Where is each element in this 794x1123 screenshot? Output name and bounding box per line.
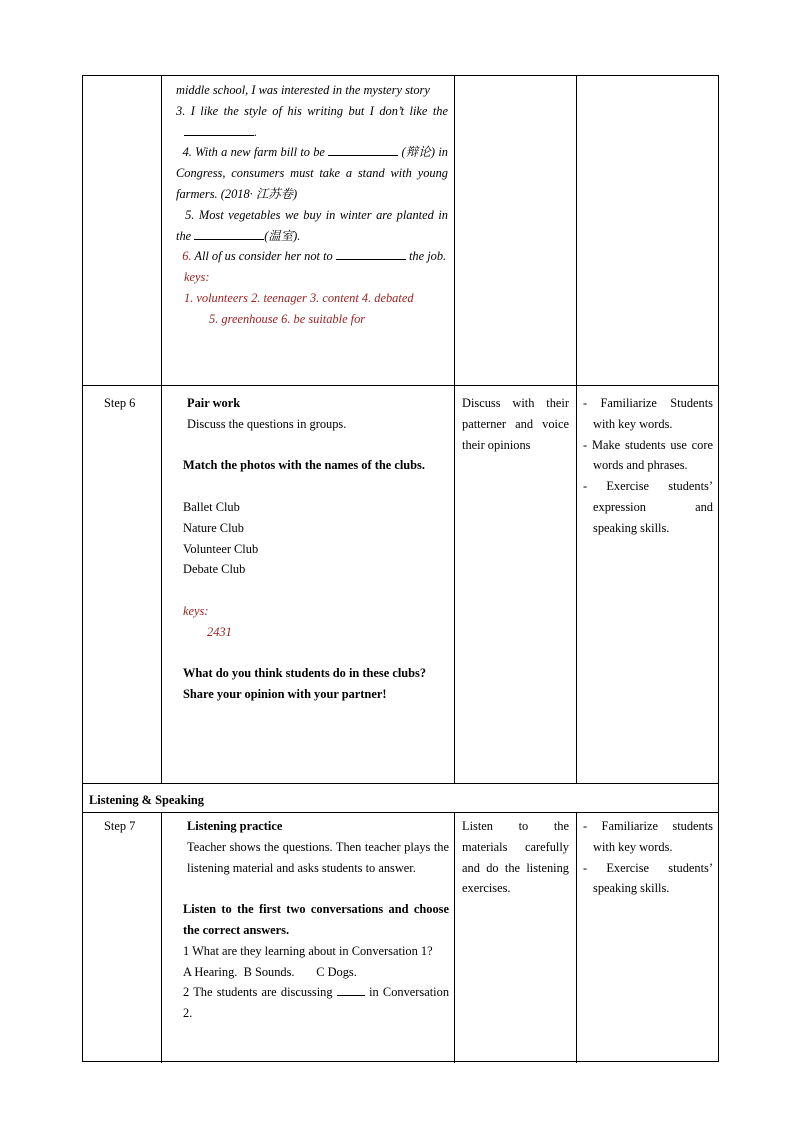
- column-divider: [454, 76, 455, 783]
- step-7-title: Listening practice: [187, 819, 283, 833]
- keys-answers-2: 5. greenhouse 6. be suitable for: [209, 311, 366, 326]
- exercise-item-4: 4. With a new farm bill to be (辩论) in Congress, consumers must take a stand with young farmers. (2018· 江苏卷): [176, 142, 448, 204]
- step-6-student-activity: Discuss with their patterner and voice their opinions: [462, 396, 569, 452]
- share-instruction: Share your opinion with your partner!: [183, 687, 387, 702]
- club-name: Ballet Club: [183, 499, 240, 514]
- column-divider: [161, 76, 162, 783]
- lesson-plan-table: [82, 75, 719, 1062]
- question-1-options: A Hearing. B Sounds. C Dogs.: [183, 964, 357, 979]
- row-divider: [83, 812, 719, 813]
- step-6-title: Pair work: [187, 396, 241, 410]
- exercise-continuation-cell: [176, 80, 448, 330]
- step-7-purposes: [583, 816, 713, 899]
- purpose-item: - Make students use core words and phrases.: [583, 437, 713, 473]
- step-7-content: [183, 816, 449, 1024]
- keys-answers: 2431: [207, 624, 232, 639]
- column-divider: [454, 812, 455, 1063]
- discussion-question: What do you think students do in these clubs?: [183, 666, 427, 681]
- club-name: Volunteer Club: [183, 541, 259, 556]
- club-name: Nature Club: [183, 520, 244, 535]
- exercise-item-6: 6. All of us consider her not to the job.: [176, 246, 448, 267]
- keys-answers-1: 1. volunteers 2. teenager 3. content 4. debated: [184, 290, 414, 305]
- step-7-label: Step 7: [104, 819, 136, 833]
- row-divider: [83, 385, 719, 386]
- step-6-instruction: Discuss the questions in groups.: [187, 416, 347, 431]
- section-header: Listening & Speaking: [89, 793, 204, 807]
- purpose-item: - Exercise students’ expression and speaking skills.: [583, 479, 713, 535]
- exercise-item-3: 3. I like the style of his writing but I don’t like the .: [176, 103, 448, 139]
- column-divider: [576, 812, 577, 1063]
- step-6-label: Step 6: [104, 396, 136, 410]
- step-7-student-activity: Listen to the materials carefully and do the listening exercises.: [462, 819, 569, 896]
- column-divider: [576, 76, 577, 783]
- step-7-instruction: Teacher shows the questions. Then teacher plays the listening material and asks students to answer.: [187, 839, 449, 875]
- purpose-item: - Exercise students’ speaking skills.: [583, 860, 713, 896]
- listening-task-heading: Listen to the first two conversations and choose the correct answers.: [183, 902, 449, 937]
- question-2: 2 The students are discussing in Conversation 2.: [183, 982, 449, 1024]
- exercise-item-5: 5. Most vegetables we buy in winter are planted in the (温室).: [176, 207, 448, 243]
- match-heading: Match the photos with the names of the clubs.: [183, 458, 425, 473]
- exercise-line: middle school, I was interested in the mystery story: [176, 83, 430, 97]
- keys-label: keys:: [183, 603, 209, 618]
- club-name: Debate Club: [183, 562, 246, 577]
- purpose-item: - Familiarize Students with key words.: [583, 396, 713, 431]
- column-divider: [161, 812, 162, 1063]
- keys-label: keys:: [184, 270, 210, 285]
- row-divider: [83, 783, 719, 784]
- question-1: 1 What are they learning about in Conversation 1?: [183, 943, 433, 958]
- step-6-content: [183, 393, 449, 705]
- purpose-item: - Familiarize students with key words.: [583, 819, 713, 854]
- step-6-purposes: [583, 393, 713, 539]
